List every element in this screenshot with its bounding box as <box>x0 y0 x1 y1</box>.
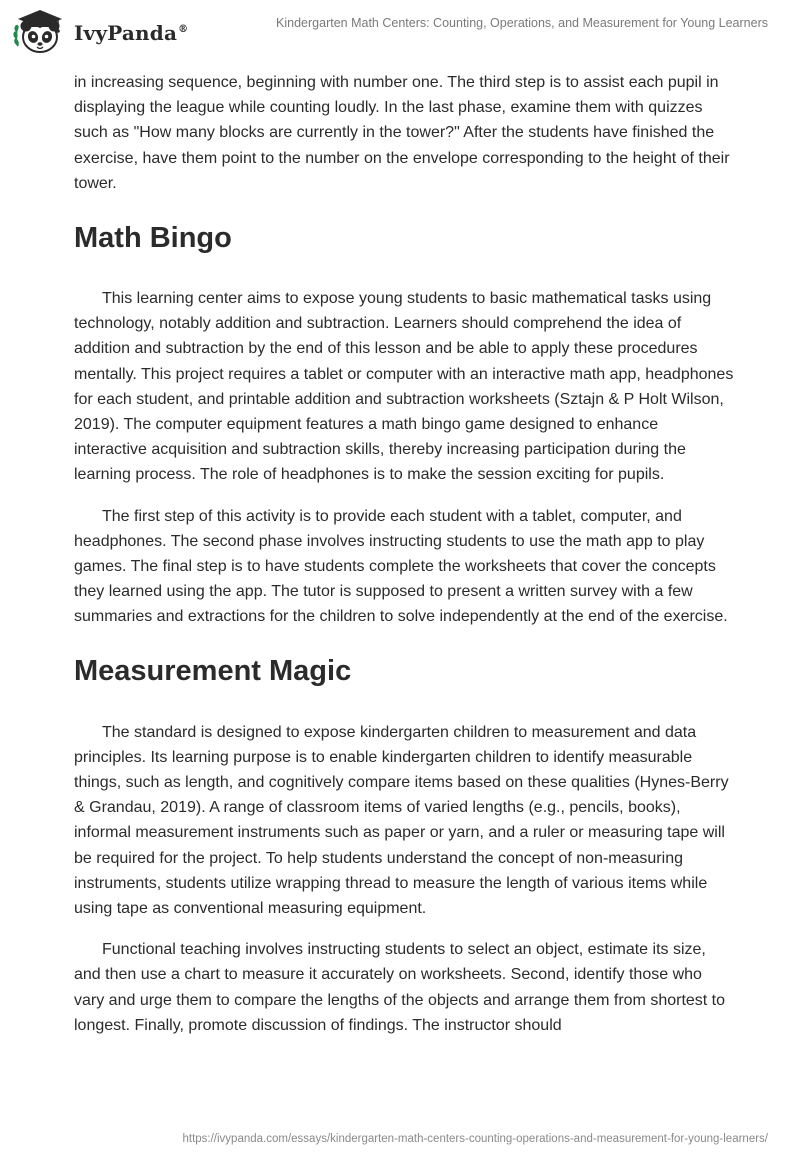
document-title: Kindergarten Math Centers: Counting, Operations, and Measurement for Young Learners <box>276 16 768 30</box>
ivypanda-logo[interactable] <box>12 6 188 56</box>
section-heading-measurement-magic: Measurement Magic <box>74 654 352 687</box>
logo-wordmark: IvyPanda® <box>74 21 189 45</box>
section-heading-math-bingo: Math Bingo <box>74 222 232 255</box>
page-header <box>0 0 800 62</box>
source-url-link[interactable]: https://ivypanda.com/essays/kindergarten-math-centers-counting-operations-and-measurement-for-young-learners/ <box>182 1133 768 1145</box>
measurement-paragraph-2: Functional teaching involves instructing students to select an object, estimate its size, and then use a chart to measure it accurately on worksheets. Second, identify those who vary and urge them to compare the lengths of the objects and arrange them from shortest to longest. Finally, promote discussion of findings. The instructor should <box>74 941 726 1034</box>
panda-graduate-icon <box>12 6 68 56</box>
essay-body <box>74 70 734 1038</box>
measurement-paragraph-1: The standard is designed to expose kindergarten children to measurement and data principles. Its learning purpose is to enable kindergarten children to identify measurable things, such as length, and cognitively compare items based on these qualities (Hynes-Berry & Grandau, 2019). A range of classroom items of varied lengths (e.g., pencils, books), informal measurement instruments such as paper or yarn, and a ruler or measuring tape will be required for the project. To help students understand the concept of non-measuring instruments, students utilize wrapping thread to measure the length of various items while using tape as conventional measuring equipment. <box>74 723 729 918</box>
math-bingo-paragraph-2: The first step of this activity is to provide each student with a tablet, computer, and headphones. The second phase involves instructing students to use the math app to play games. The final step is to have students complete the worksheets that cover the concepts they learned using the app. The tutor is supposed to present a written survey with a few summaries and extractions for the children to solve independently at the end of the exercise. <box>74 507 728 626</box>
math-bingo-paragraph-1: This learning center aims to expose young students to basic mathematical tasks using technology, notably addition and subtraction. Learners should comprehend the idea of addition and subtraction by the end of this lesson and be able to apply these procedures mentally. This project requires a tablet or computer with an interactive math app, headphones for each student, and printable addition and subtraction worksheets (Sztajn & P Holt Wilson, 2019). The computer equipment features a math bingo game designed to enhance interactive acquisition and subtraction skills, thereby increasing participation during the learning process. The role of headphones is to make the session exciting for pupils. <box>74 290 734 484</box>
intro-paragraph: in increasing sequence, beginning with number one. The third step is to assist each pupil in displaying the league while counting loudly. In the last phase, examine them with quizzes such as "How many blocks are currently in the tower?" After the students have finished the exercise, have them point to the number on the envelope corresponding to the height of their tower. <box>74 74 730 192</box>
